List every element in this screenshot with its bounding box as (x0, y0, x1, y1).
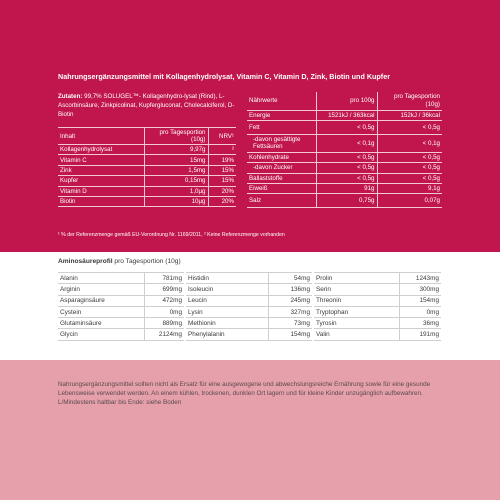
cell-per-100g: 0,75g (316, 194, 377, 208)
cell-nrv: 19% (208, 155, 236, 165)
amino-name: Isoleucin (186, 284, 268, 295)
cell-nrv: 20% (208, 196, 236, 206)
cell-amount: 1,5mg (144, 165, 208, 175)
cell-per-portion: < 0,5g (377, 173, 442, 183)
table-row (58, 318, 184, 329)
cell-per-portion: 152kJ / 36kcal (377, 110, 442, 120)
cell-amount: 9,97g (144, 145, 208, 155)
amino-name: Leucin (186, 295, 268, 306)
amino-value: 54mg (268, 273, 312, 284)
cell-per-100g: 1521kJ / 363kcal (316, 110, 377, 120)
table-row (58, 186, 236, 196)
cell-per-100g: < 0,5g (316, 152, 377, 162)
amino-value: 36mg (399, 318, 441, 329)
cell-name: Salz (247, 194, 316, 208)
table-row (58, 284, 184, 295)
table-row (58, 176, 236, 186)
header-cell: NRV¹ (208, 128, 236, 145)
table-row (314, 273, 441, 284)
cell-name: Zink (58, 165, 144, 175)
ingredients-text: 99,7% SOLUGEL™- Kollagenhydro-lysat (Rind), L-Ascorbinsäure, Zinkpicolinat, Kupfergluconat, Cholecalciferol, D-Biotin (58, 93, 235, 119)
cell-amount: 15mg (144, 155, 208, 165)
table-row (186, 284, 312, 295)
ingredients-label: Zutaten: (58, 93, 83, 100)
cell-nrv: 20% (208, 186, 236, 196)
table-header (247, 92, 442, 110)
amino-value: 73mg (268, 318, 312, 329)
amino-table-1 (58, 272, 184, 341)
cell-per-100g: < 0,5g (316, 173, 377, 183)
table-row (186, 306, 312, 317)
table-row (186, 273, 312, 284)
table-row (314, 306, 441, 317)
cell-name: Ballaststoffe (247, 173, 316, 183)
amino-value: 0mg (144, 306, 184, 317)
cell-nrv: ² (208, 145, 236, 155)
header-cell: pro 100g (316, 92, 377, 110)
table-row (58, 306, 184, 317)
amino-name: Prolin (314, 273, 399, 284)
amino-title-rest: pro Tagesportion (10g) (112, 258, 181, 265)
table-header (58, 128, 236, 145)
amino-name: Valin (314, 329, 399, 340)
footnote: ¹ % der Referenzmenge gemäß EU-Verordnung Nr. 1169/2011, ² Keine Referenzmenge vorhanden (58, 232, 285, 238)
cell-name: -davon gesättigte Fettsäuren (247, 134, 316, 152)
amino-name: Tryptophan (314, 306, 399, 317)
amino-value: 154mg (268, 329, 312, 340)
amino-name: Methionin (186, 318, 268, 329)
table-row (58, 329, 184, 340)
table-row (58, 165, 236, 175)
table-row (314, 284, 441, 295)
amino-value: 472mg (144, 295, 184, 306)
cell-per-portion: 0,07g (377, 194, 442, 208)
amino-table-2 (186, 272, 312, 341)
amino-value: 2124mg (144, 329, 184, 340)
amino-name: Lysin (186, 306, 268, 317)
amino-value: 300mg (399, 284, 441, 295)
table-row (58, 295, 184, 306)
table-row (247, 163, 442, 173)
cell-name: Energie (247, 110, 316, 120)
amino-name: Alanin (58, 273, 144, 284)
table-row (58, 155, 236, 165)
table-row (314, 318, 441, 329)
ingredients (58, 92, 238, 120)
cell-name: Eiweiß (247, 184, 316, 194)
cell-per-100g: < 0,5g (316, 163, 377, 173)
cell-name: Biotin (58, 196, 144, 206)
cell-amount: 0,15mg (144, 176, 208, 186)
table-row (186, 318, 312, 329)
table-row (247, 184, 442, 194)
cell-per-100g: 91g (316, 184, 377, 194)
amino-value: 781mg (144, 273, 184, 284)
cell-name: Vitamin C (58, 155, 144, 165)
cell-name: -davon Zucker (247, 163, 316, 173)
cell-nrv: 15% (208, 176, 236, 186)
cell-name: Kupfer (58, 176, 144, 186)
amino-value: 245mg (268, 295, 312, 306)
table-row (58, 273, 184, 284)
amino-name: Glutaminsäure (58, 318, 144, 329)
header-cell: pro Tagesportion (10g) (144, 128, 208, 145)
cell-per-portion: 9,1g (377, 184, 442, 194)
amino-name: Serin (314, 284, 399, 295)
amino-name: Tyrosin (314, 318, 399, 329)
amino-value: 191mg (399, 329, 441, 340)
cell-name: Kollagenhydrolysat (58, 145, 144, 155)
amino-value: 0mg (399, 306, 441, 317)
amino-name: Threonin (314, 295, 399, 306)
disclaimer-text: Nahrungsergänzungsmittel sollten nicht als Ersatz für eine ausgewogene und abwechslungsreiche Ernährung sowie für eine gesunde Lebensweise verwendet werden. An einem kühlen, trockenen, dunklen Ort lagern und für kleine Kinder unzugänglich aufbewahren. L/Mindestens haltbar bis Ende: siehe Boden (58, 381, 431, 407)
table-row (247, 194, 442, 208)
cell-per-portion: < 0,5g (377, 152, 442, 162)
header-cell: Nährwerte (247, 92, 316, 110)
table-row (186, 329, 312, 340)
cell-name: Vitamin D (58, 186, 144, 196)
nutrition-table (247, 92, 442, 208)
table-row (247, 134, 442, 152)
content-table (58, 127, 236, 207)
cell-name: Kohlenhydrate (247, 152, 316, 162)
cell-amount: 10µg (144, 196, 208, 206)
header-cell: pro Tagesportion (10g) (377, 92, 442, 110)
amino-name: Phenylalanin (186, 329, 268, 340)
amino-value: 327mg (268, 306, 312, 317)
cell-per-portion: < 0,1g (377, 134, 442, 152)
amino-title-bold: Aminosäureprofil (58, 258, 113, 265)
cell-nrv: 15% (208, 165, 236, 175)
table-row (247, 110, 442, 120)
table-row (314, 295, 441, 306)
cell-per-portion: < 0,5g (377, 120, 442, 134)
table-row (58, 145, 236, 155)
amino-value: 699mg (144, 284, 184, 295)
amino-name: Cystein (58, 306, 144, 317)
amino-title (58, 258, 181, 265)
cell-per-100g: < 0,1g (316, 134, 377, 152)
table-row (247, 152, 442, 162)
header-cell: Inhalt (58, 128, 144, 145)
amino-name: Asparaginsäure (58, 295, 144, 306)
cell-name: Fett (247, 120, 316, 134)
table-row (247, 120, 442, 134)
table-row (247, 173, 442, 183)
amino-name: Arginin (58, 284, 144, 295)
amino-value: 154mg (399, 295, 441, 306)
amino-name: Histidin (186, 273, 268, 284)
cell-per-100g: < 0,5g (316, 120, 377, 134)
amino-name: Glycin (58, 329, 144, 340)
amino-value: 136mg (268, 284, 312, 295)
product-title: Nahrungsergänzungsmittel mit Kollagenhydrolysat, Vitamin C, Vitamin D, Zink, Biotin und Kupfer (58, 72, 390, 81)
amino-table-3 (314, 272, 441, 341)
cell-per-portion: < 0,5g (377, 163, 442, 173)
amino-value: 1243mg (399, 273, 441, 284)
table-row (58, 196, 236, 206)
cell-amount: 1,0µg (144, 186, 208, 196)
amino-value: 889mg (144, 318, 184, 329)
table-row (314, 329, 441, 340)
table-row (186, 295, 312, 306)
